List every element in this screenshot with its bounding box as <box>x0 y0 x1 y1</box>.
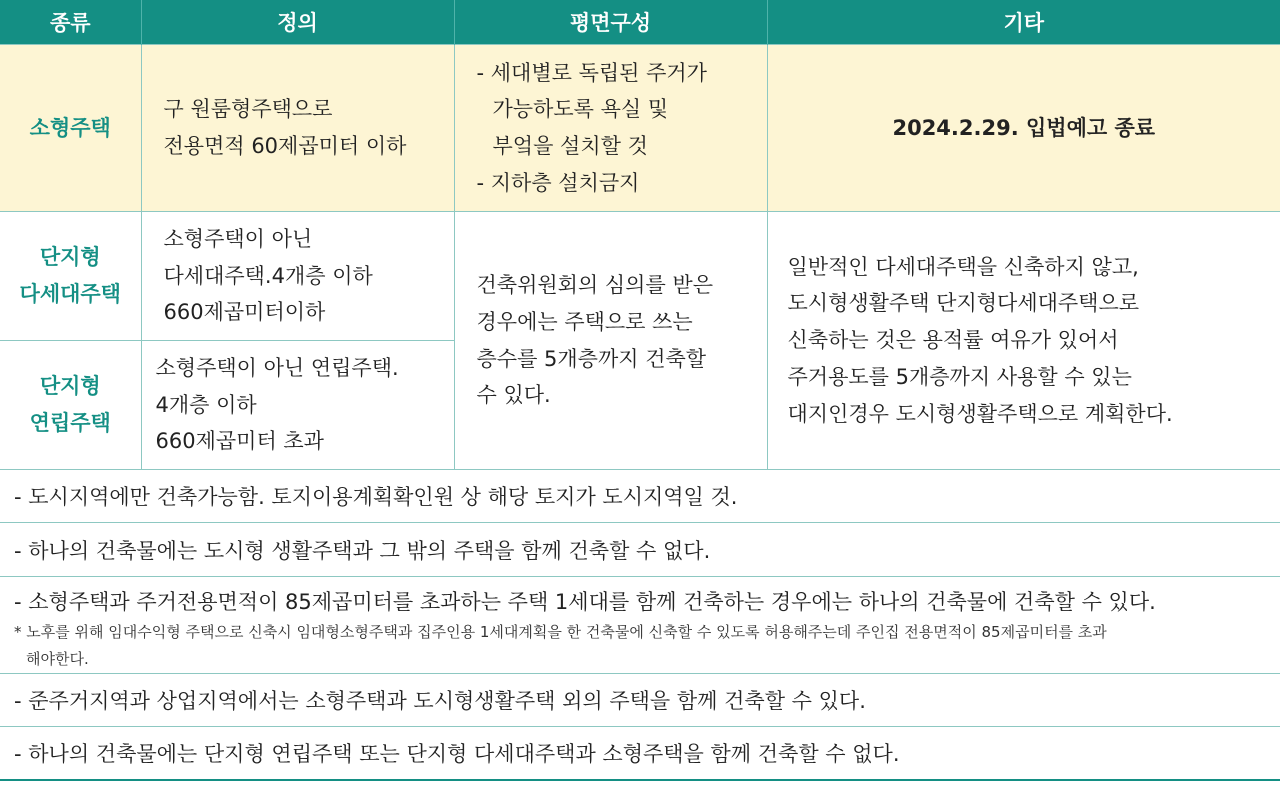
type-line: 다세대주택 <box>19 282 121 306</box>
header-etc: 기타 <box>767 0 1280 45</box>
definition-line: 4개층 이하 <box>155 392 257 417</box>
header-type: 종류 <box>0 0 141 45</box>
etc-small-house: 2024.2.29. 입법예고 종료 <box>767 45 1280 212</box>
definition-danji-dasedae <box>141 212 454 341</box>
definition-line: 660제곱미터이하 <box>163 300 326 325</box>
definition-line: 전용면적 60제곱미터 이하 <box>163 134 407 158</box>
etc-line: 주거용도를 5개층까지 사용할 수 있는 <box>787 364 1132 389</box>
notes-section <box>0 470 1280 781</box>
etc-line: 도시형생활주택 단지형다세대주택으로 <box>787 291 1140 316</box>
plan-line: - 세대별로 독립된 주거가 <box>476 60 707 85</box>
definition-line: 660제곱미터 초과 <box>155 429 324 454</box>
header-plan: 평면구성 <box>454 0 767 45</box>
definition-line: 소형주택이 아닌 <box>163 226 313 251</box>
definition-small-house <box>141 45 454 212</box>
type-danji-dasedae <box>0 212 141 341</box>
plan-line: - 지하층 설치금지 <box>476 170 640 195</box>
type-line: 단지형 <box>39 245 101 270</box>
plan-line: 경우에는 주택으로 쓰는 <box>476 309 693 334</box>
row-danji-dasedae <box>0 212 1280 341</box>
table-header-row <box>0 0 1280 45</box>
type-small-house: 소형주택 <box>0 45 141 212</box>
plan-small-house <box>454 45 767 212</box>
plan-line: 수 있다. <box>476 383 551 408</box>
definition-line: 구 원룸형주택으로 <box>163 97 333 122</box>
definition-line: 소형주택이 아닌 연립주택. <box>155 355 399 380</box>
type-line: 연립주택 <box>29 411 111 435</box>
definition-danji-yeonrip <box>141 341 454 470</box>
etc-line: 일반적인 다세대주택을 신축하지 않고, <box>787 254 1139 279</box>
definition-line: 다세대주택.4개층 이하 <box>163 263 373 288</box>
plan-line: 건축위원회의 심의를 받은 <box>476 273 713 297</box>
plan-line: 가능하도록 욕실 및 <box>492 97 669 122</box>
note-item: - 소형주택과 주거전용면적이 85제곱미터를 초과하는 주택 1세대를 함께 건축하는 경우에는 하나의 건축물에 건축할 수 있다. <box>14 590 1156 614</box>
note-item-with-subnote <box>0 577 1280 674</box>
etc-danji-shared <box>767 212 1280 470</box>
subnote-line: * 노후를 위해 임대수익형 주택으로 신축시 임대형소형주택과 집주인용 1세대계획을 한 건축물에 신축할 수 있도록 허용해주는데 주인집 전용면적이 85제곱미터를 초과 <box>14 622 1107 641</box>
type-line: 단지형 <box>39 374 101 399</box>
etc-line: 대지인경우 도시형생활주택으로 계획한다. <box>787 401 1173 426</box>
header-definition: 정의 <box>141 0 454 45</box>
plan-danji-shared <box>454 212 767 470</box>
subnote-line: 해야한다. <box>26 650 89 669</box>
plan-line: 부엌을 설치할 것 <box>492 134 648 158</box>
note-item: - 하나의 건축물에는 도시형 생활주택과 그 밖의 주택을 함께 건축할 수 없다. <box>0 523 1280 577</box>
note-item: - 도시지역에만 건축가능함. 토지이용계획확인원 상 해당 토지가 도시지역일 것. <box>0 470 1280 523</box>
etc-line: 신축하는 것은 용적률 여유가 있어서 <box>787 328 1119 353</box>
plan-line: 층수를 5개층까지 건축할 <box>476 346 707 371</box>
row-small-house <box>0 45 1280 212</box>
type-danji-yeonrip <box>0 341 141 470</box>
note-item: - 하나의 건축물에는 단지형 연립주택 또는 단지형 다세대주택과 소형주택을 함께 건축할 수 없다. <box>0 727 1280 781</box>
note-item: - 준주거지역과 상업지역에서는 소형주택과 도시형생활주택 외의 주택을 함께 건축할 수 있다. <box>0 674 1280 727</box>
